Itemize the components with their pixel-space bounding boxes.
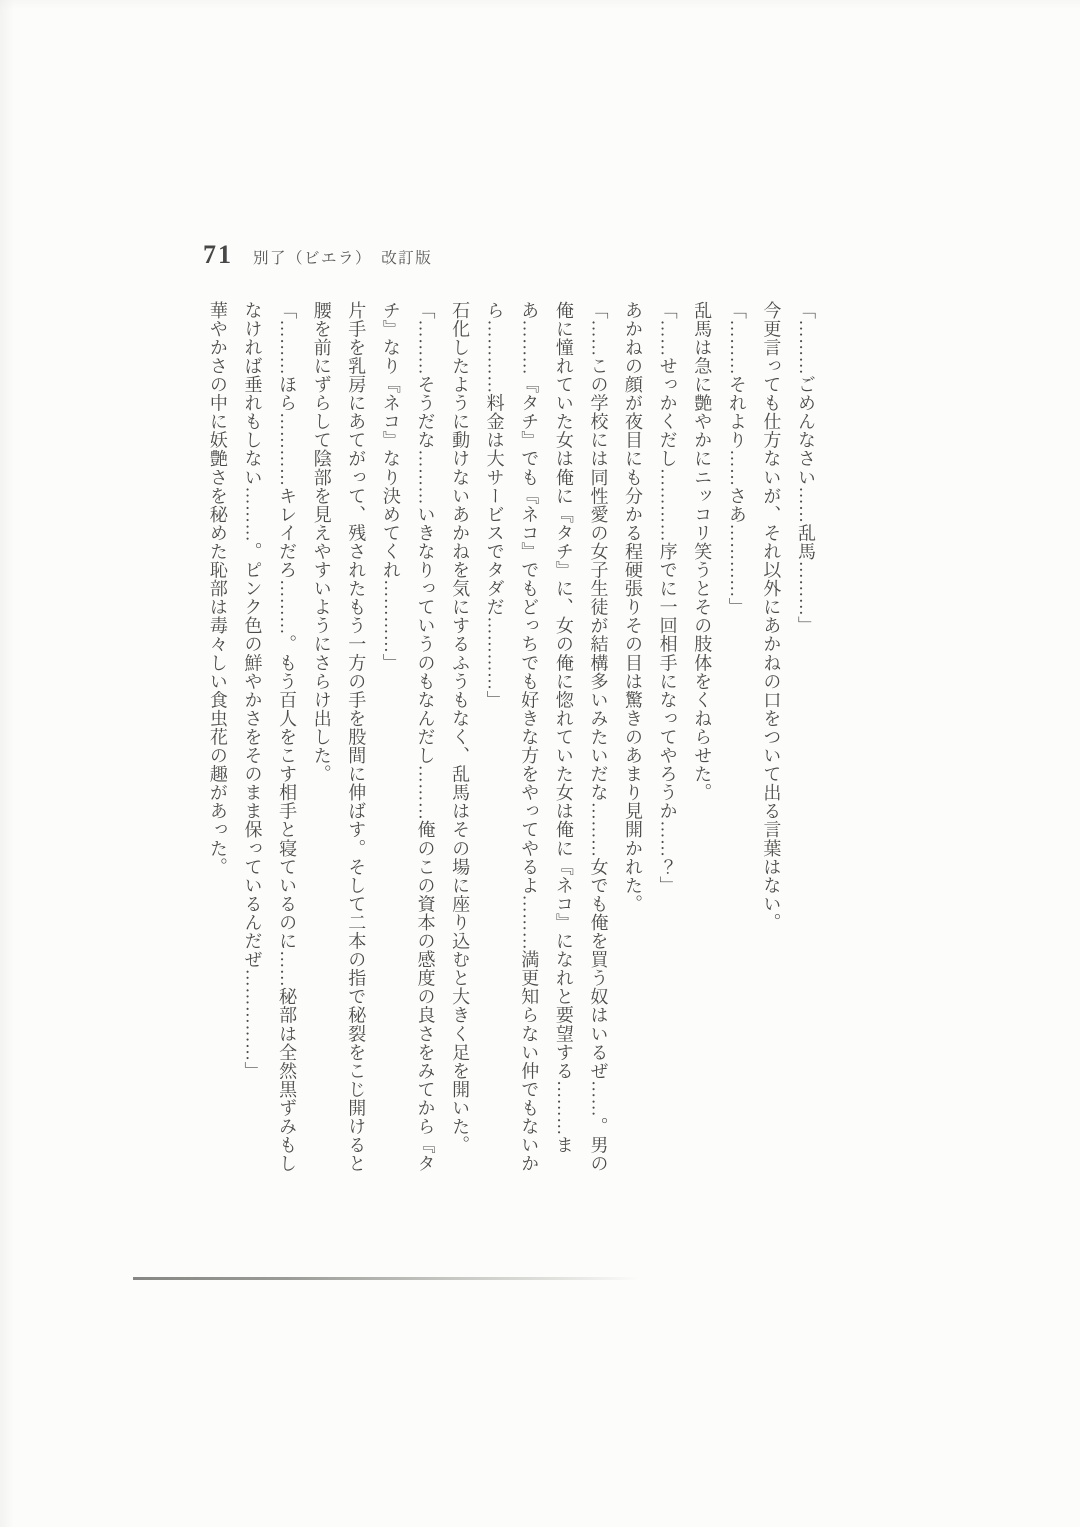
text-paragraph: 乱馬は急に艶やかにニッコリ笑うとその肢体をくねらせた。	[692, 301, 713, 802]
text-paragraph: 「………ごめんなさい……乱馬………」	[796, 301, 816, 635]
text-paragraph: 「……この学校には同性愛の女子生徒が結構多いみたいだな………女でも俺を買う奴はいるぜ……。男の俺に憧れていた女は俺に『タチ』に、女の俺に惚れていた女は俺に『ネコ』になれと要望する………まあ………『タチ』でも『ネコ』でもどっちでも好きな方をやってやるよ………満更知らない仲でもないから…………料金は大サービスでタダだ…………」	[484, 301, 609, 1173]
text-paragraph: 石化したように動けないあかねを気にするふうもなく、乱馬はその場に座り込むと大きく足を開いた。	[450, 301, 471, 1155]
text-paragraph: 「………ほら…………キレイだろ………。もう百人をこす相手と寝ているのに……秘部は全然黒ずみもしなければ垂れもしない………。ピンク色の鮮やかさをそのまま保っているんだぜ……………」	[242, 301, 298, 1173]
text-paragraph: 「………そうだな………いきなりっていうのもなんだし………俺のこの資本の感度の良さをみてから『タチ』なり『ネコ』なり決めてくれ…………」	[380, 301, 436, 1173]
text-paragraph: 今更言っても仕方ないが、それ以外にあかねの口をついて出る言葉はない。	[761, 301, 782, 932]
text-paragraph: あかねの顔が夜目にも分かる程硬張りその目は驚きのあまり見開かれた。	[623, 301, 644, 914]
running-head	[203, 240, 432, 270]
text-paragraph: 片手を乳房にあてがって、残されたもう一方の手を股間に伸ばす。そして二本の指で秘裂をこじ開けると腰を前にずらして陰部を見えやすいようにさらけ出した。	[311, 301, 367, 1173]
page-bottom-rule	[133, 1277, 639, 1280]
vertical-text-block	[200, 301, 823, 1179]
text-paragraph: 「……せっかくだし…………序でに一回相手になってやろうか……？」	[657, 301, 678, 895]
text-paragraph: 華やかさの中に妖艶さを秘めた恥部は毒々しい食虫花の趣があった。	[207, 301, 228, 877]
page-number: 71	[203, 240, 233, 269]
header-title: 別了（ビエラ） 改訂版	[253, 250, 433, 267]
text-paragraph: 「………それより……さあ…………」	[726, 301, 747, 617]
